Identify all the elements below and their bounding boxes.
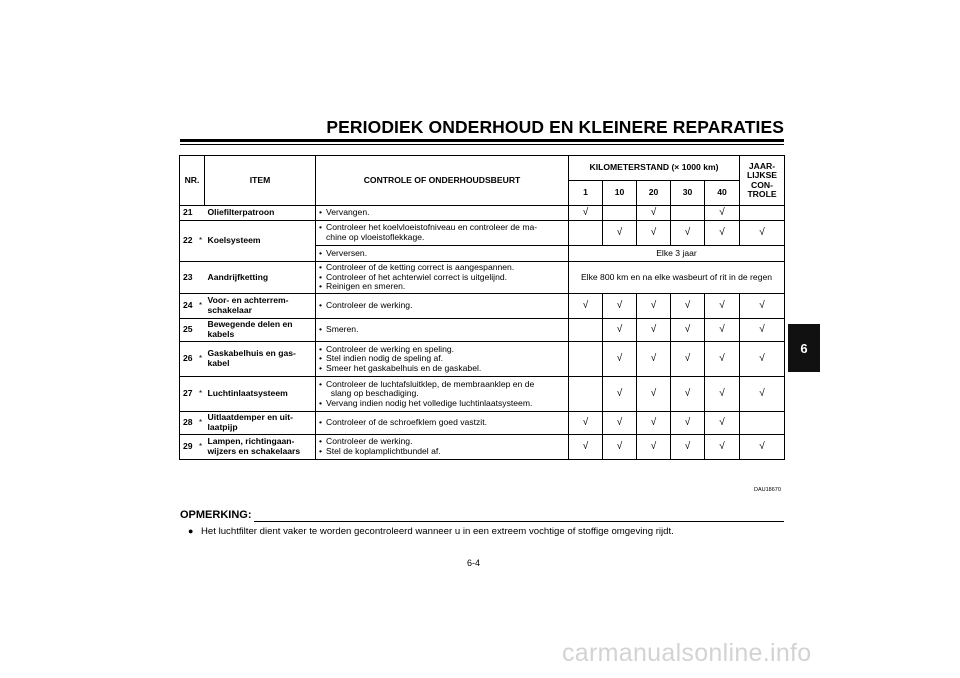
check-item: • Stel indien nodig de speling af. (319, 354, 565, 364)
check-mark (740, 206, 785, 221)
row-check (316, 294, 569, 319)
check-mark: √ (705, 377, 740, 412)
check-item: • Controleer de werking. (319, 437, 565, 447)
check-mark: √ (637, 206, 671, 221)
check-mark (671, 206, 705, 221)
check-item: • Controleer het koelvloeistofniveau en controleer de ma- chine op vloeistoflekkage. (319, 223, 565, 242)
check-mark: √ (740, 435, 785, 460)
check-item: • Vervang indien nodig het volledige luchtinlaatsysteem. (319, 399, 565, 409)
header-km: KILOMETERSTAND (× 1000 km) (569, 156, 740, 181)
check-mark: √ (705, 319, 740, 342)
row-check (316, 435, 569, 460)
check-item: • Reinigen en smeren. (319, 282, 565, 292)
table-row (180, 342, 785, 377)
check-mark: √ (603, 377, 637, 412)
check-mark: √ (569, 412, 603, 435)
interval-text: Elke 800 km en na elke wasbeurt of rit in de regen (569, 262, 785, 294)
row-star: * (197, 294, 205, 319)
row-item: Uitlaatdemper en uit- laatpijp (205, 412, 316, 435)
row-check (316, 206, 569, 221)
check-item: • Controleer de werking en speling. (319, 345, 565, 355)
check-mark (569, 319, 603, 342)
check-mark: √ (569, 206, 603, 221)
table-row (180, 262, 785, 294)
row-number: 25 (180, 319, 197, 342)
title-underline-thin (180, 144, 784, 145)
bullet-icon: ● (188, 526, 194, 536)
row-number: 26 (180, 342, 197, 377)
row-number: 21 (180, 206, 197, 221)
reference-code: DAU18670 (754, 487, 781, 493)
check-mark: √ (637, 294, 671, 319)
header-km-1: 1 (569, 181, 603, 206)
check-list (319, 418, 565, 428)
interval-text: Elke 3 jaar (569, 246, 785, 262)
check-mark: √ (603, 319, 637, 342)
check-mark: √ (671, 342, 705, 377)
check-item: • Stel de koplamplichtbundel af. (319, 447, 565, 457)
check-list (319, 325, 565, 335)
table-row (180, 221, 785, 246)
check-mark: √ (705, 206, 740, 221)
check-mark: √ (603, 435, 637, 460)
check-mark (569, 377, 603, 412)
check-item: • Vervangen. (319, 208, 565, 218)
check-list (319, 345, 565, 374)
header-annual: JAAR- LIJKSE CON- TROLE (740, 156, 785, 206)
row-check (316, 262, 569, 294)
table-row (180, 377, 785, 412)
check-mark: √ (603, 294, 637, 319)
check-mark: √ (740, 342, 785, 377)
check-list (319, 301, 565, 311)
page-title: PERIODIEK ONDERHOUD EN KLEINERE REPARATIES (326, 117, 784, 137)
check-mark: √ (569, 294, 603, 319)
table-body (180, 206, 785, 460)
table-row (180, 206, 785, 221)
row-number: 22 (180, 221, 197, 262)
check-mark: √ (740, 294, 785, 319)
row-item: Oliefilterpatroon (205, 206, 316, 221)
row-star: * (197, 377, 205, 412)
check-item: • Controleer of het achterwiel correct is uitgelijnd. (319, 273, 565, 283)
watermark[interactable]: carmanualsonline.info (562, 639, 812, 667)
header-item: ITEM (205, 156, 316, 206)
row-star: * (197, 412, 205, 435)
row-item: Aandrijfketting (205, 262, 316, 294)
check-list (319, 380, 565, 409)
check-mark: √ (637, 342, 671, 377)
check-list (319, 437, 565, 456)
row-number: 27 (180, 377, 197, 412)
row-item: Luchtinlaatsysteem (205, 377, 316, 412)
row-check (316, 246, 569, 262)
check-item: • Smeer het gaskabelhuis en de gaskabel. (319, 364, 565, 374)
check-item: • Controleer de werking. (319, 301, 565, 311)
table-row (180, 319, 785, 342)
check-mark: √ (603, 412, 637, 435)
check-mark: √ (705, 294, 740, 319)
check-item: • Controleer of de ketting correct is aangespannen. (319, 263, 565, 273)
maintenance-table (179, 155, 785, 460)
check-mark: √ (637, 412, 671, 435)
row-number: 29 (180, 435, 197, 460)
check-mark: √ (705, 221, 740, 246)
check-mark: √ (671, 294, 705, 319)
check-mark: √ (671, 377, 705, 412)
header-km-30: 30 (671, 181, 705, 206)
check-mark (603, 206, 637, 221)
row-check (316, 221, 569, 246)
row-star: * (197, 342, 205, 377)
row-item: Gaskabelhuis en gas- kabel (205, 342, 316, 377)
header-km-20: 20 (637, 181, 671, 206)
check-mark: √ (740, 377, 785, 412)
check-mark: √ (637, 435, 671, 460)
check-list (319, 263, 565, 292)
check-item: • Smeren. (319, 325, 565, 335)
check-mark (740, 412, 785, 435)
row-star (197, 262, 205, 294)
check-mark: √ (603, 221, 637, 246)
note-rule (254, 521, 784, 522)
chapter-tab[interactable]: 6 (788, 324, 820, 372)
row-check (316, 412, 569, 435)
page-number: 6-4 (467, 558, 481, 568)
header-nr: NR. (180, 156, 205, 206)
check-mark: √ (705, 435, 740, 460)
check-mark: √ (740, 221, 785, 246)
check-mark: √ (603, 342, 637, 377)
check-item: • Verversen. (319, 249, 565, 259)
note-text: Het luchtfilter dient vaker te worden gecontroleerd wanneer u in een extreem vochtige of stoffige omgeving rijdt. (201, 526, 674, 537)
check-item: • Controleer of de schroefklem goed vastzit. (319, 418, 565, 428)
check-mark: √ (671, 221, 705, 246)
row-star (197, 206, 205, 221)
check-mark: √ (671, 435, 705, 460)
table-header (180, 156, 785, 206)
row-star: * (197, 435, 205, 460)
check-list (319, 223, 565, 242)
row-star (197, 319, 205, 342)
check-list (319, 249, 565, 259)
check-mark (569, 221, 603, 246)
check-mark: √ (671, 412, 705, 435)
check-list (319, 208, 565, 218)
table-row (180, 412, 785, 435)
row-item: Koelsysteem (205, 221, 316, 262)
check-mark: √ (740, 319, 785, 342)
row-check (316, 377, 569, 412)
check-mark: √ (705, 342, 740, 377)
row-number: 24 (180, 294, 197, 319)
row-item: Bewegende delen en kabels (205, 319, 316, 342)
row-star: * (197, 221, 205, 262)
note-heading: OPMERKING: (180, 509, 252, 521)
check-mark: √ (705, 412, 740, 435)
check-mark: √ (637, 221, 671, 246)
check-item: • Controleer de luchtafsluitklep, de membraanklep en de slang op beschadiging. (319, 380, 565, 399)
row-check (316, 319, 569, 342)
check-mark: √ (569, 435, 603, 460)
check-mark: √ (637, 319, 671, 342)
check-mark: √ (671, 319, 705, 342)
title-underline (180, 139, 784, 142)
row-number: 28 (180, 412, 197, 435)
row-item: Lampen, richtingaan- wijzers en schakelaars (205, 435, 316, 460)
row-check (316, 342, 569, 377)
row-number: 23 (180, 262, 197, 294)
note-item (188, 526, 674, 537)
header-check: CONTROLE OF ONDERHOUDSBEURT (316, 156, 569, 206)
check-mark: √ (637, 377, 671, 412)
check-mark (569, 342, 603, 377)
header-km-10: 10 (603, 181, 637, 206)
table-row (180, 435, 785, 460)
header-km-40: 40 (705, 181, 740, 206)
table-row (180, 294, 785, 319)
row-item: Voor- en achterrem- schakelaar (205, 294, 316, 319)
